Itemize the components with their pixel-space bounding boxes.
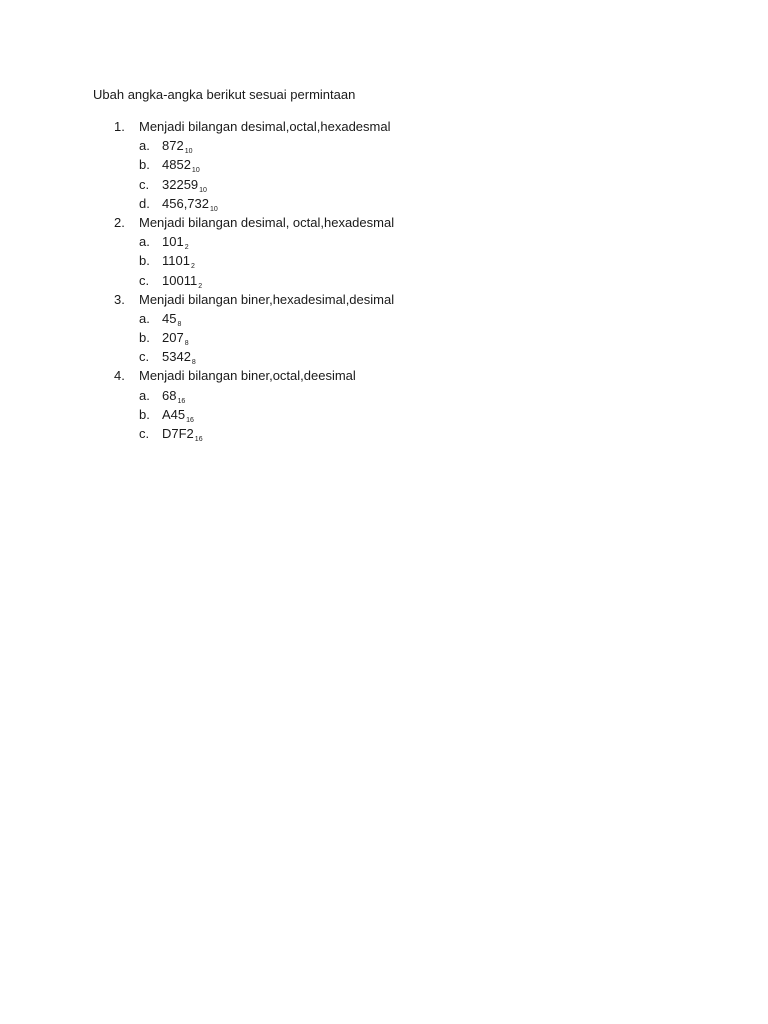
instruction-text: Ubah angka-angka berikut sesuai permintaan [93,87,356,102]
question-text: Menjadi bilangan biner,octal,deesimal [139,368,356,384]
number-value: 45 [162,310,177,326]
sub-item-letter: a. [139,387,150,403]
question-1 [0,117,768,136]
number-base: 8 [184,340,189,348]
number-value: D7F2 [162,426,194,441]
sub-item [0,424,768,443]
sub-item-letter: a. [139,310,150,326]
sub-item-letter: c. [139,349,150,365]
sub-item-value [162,232,189,251]
number-base: 10 [191,167,200,175]
number-value: 1101 [162,253,190,269]
sub-item-value [162,175,207,194]
question-3 [0,290,768,309]
number-base: 10 [184,148,193,156]
sub-item-value [162,405,194,424]
number-base: 2 [190,263,195,271]
number-value: 5342 [162,349,191,365]
sub-item-letter: a. [139,138,150,154]
sub-item [0,309,768,328]
sub-item [0,155,768,174]
question-4 [0,366,768,385]
question-number: 2. [114,214,125,230]
sub-item [0,405,768,424]
number-value: 32259 [162,176,199,192]
sub-item-letter: c. [139,272,150,288]
sub-item [0,328,768,347]
sub-item [0,347,768,366]
number-value: 456,732 [162,195,209,211]
question-list [0,117,768,443]
number-base: 16 [177,397,186,405]
number-base: 16 [194,436,203,443]
sub-item-value [162,155,200,174]
number-value: 872 [162,138,184,154]
sub-item-value [162,251,195,270]
number-base: 2 [184,244,189,252]
sub-item-letter: a. [139,234,150,250]
number-value: A45 [162,406,186,422]
number-base: 16 [186,416,194,424]
sub-item [0,251,768,270]
sub-item-letter: b. [139,406,150,422]
sub-item-value [162,194,218,213]
sub-item-letter: b. [139,253,150,269]
sub-item [0,175,768,194]
sub-item-value [162,136,193,155]
question-number: 4. [114,368,125,384]
number-base: 10 [199,186,207,194]
number-value: 101 [162,234,184,250]
sub-item-value [162,309,181,328]
number-value: 207 [162,330,184,346]
question-text: Menjadi bilangan desimal,octal,hexadesmal [139,119,391,134]
sub-item [0,271,768,290]
sub-item-value [162,347,196,366]
sub-item [0,386,768,405]
sub-item-letter: b. [139,157,150,173]
number-base: 2 [198,282,203,290]
number-base: 8 [177,320,182,328]
sub-item-value [162,328,189,347]
question-2 [0,213,768,232]
sub-item [0,136,768,155]
sub-item-value [162,424,203,443]
sub-item-letter: b. [139,330,150,346]
question-number: 3. [114,291,125,307]
sub-item-value [162,271,202,290]
number-base: 8 [191,359,196,367]
question-text: Menjadi bilangan desimal, octal,hexadesmal [139,214,395,230]
sub-item-value [162,386,185,405]
sub-item-letter: d. [139,195,150,211]
number-value: 4852 [162,157,191,173]
question-number: 1. [114,119,125,134]
number-base: 10 [210,205,218,213]
sub-item [0,232,768,251]
sub-item-letter: c. [139,176,150,192]
number-value: 68 [162,387,177,403]
question-text: Menjadi bilangan biner,hexadesimal,desimal [139,291,395,307]
sub-item [0,194,768,213]
number-value: 10011 [162,272,198,288]
sub-item-letter: c. [139,426,150,441]
